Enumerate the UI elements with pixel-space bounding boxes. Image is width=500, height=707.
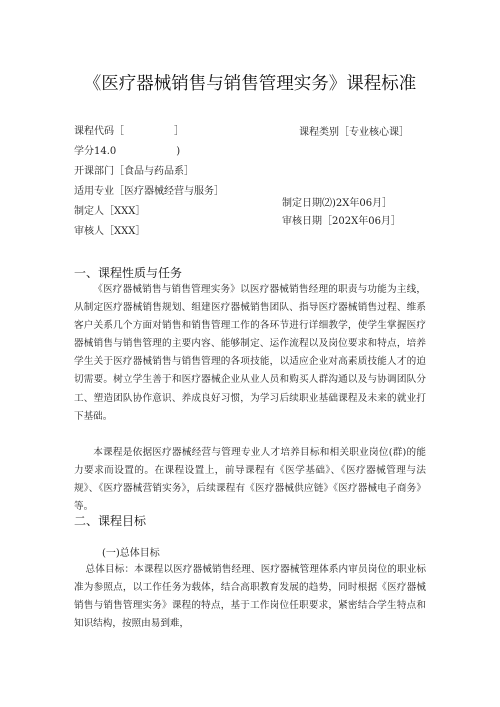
section-heading-goals: 二、课程目标 bbox=[74, 514, 147, 528]
course-credits: 学分14.0 ) bbox=[74, 146, 181, 157]
course-department: 开课部门［食品与药品系］ bbox=[74, 166, 194, 177]
course-author: 制定人［XXX］ bbox=[74, 206, 146, 217]
course-major: 适用专业［医疗器械经营与服务］ bbox=[74, 186, 224, 197]
course-code: 课程代码［ ］ bbox=[74, 126, 184, 137]
paragraph-overall-goal: 总体目标：本课程以医疗器械销售经理、医疗器械管理体系内审员岗位的职业标准为参照点，以工作任务为载体，结合高职教育发展的趋势，同时根据《医疗器械销售与销售管理实务》课程的特点，基于工作岗位任职要求，紧密结合学生特点和知识结构，按照由易到难， bbox=[74, 564, 426, 630]
subheading-overall-goal: (一)总体目标 bbox=[102, 548, 160, 559]
review-date: 审核日期［202X年06月］ bbox=[282, 216, 401, 227]
section-heading-nature: 一、课程性质与任务 bbox=[74, 266, 183, 280]
paragraph-nature-2: 本课程是依据医疗器械经营与管理专业人才培养目标和相关职业岗位(群)的能力要求而设置的。在课程设置上，前导课程有《医学基础》、《医疗器械管理与法规》、《医疗器械营销实务》，后续课程有《医疗器械供应链》《医疗器械电子商务》等。 bbox=[74, 447, 426, 513]
paragraph-nature-1: 《医疗器械销售与销售管理实务》以医疗器械销售经理的职责与功能为主线，从制定医疗器械销售规划、组建医疗器械销售团队、指导医疗器械销售过程、维系客户关系几个方面对销售和销售管理工作的各环节进行详细教学，使学生掌握医疗器械销售与销售管理的主要内容、能够制定、运作流程以及岗位要求和特点，培养学生关于医疗器械销售与销售管理的各项技能，以适应企业对高素质技能人才的迫切需要。树立学生善于和医疗器械企业从业人员和购买人群沟通以及与协调团队分工、塑造团队协作意识、养成良好习惯，为学习后续职业基础课程及未来的就业打下基础。 bbox=[74, 284, 426, 422]
document-title: 《医疗器械销售与销售管理实务》课程标准 bbox=[83, 74, 417, 94]
made-date: 制定日期⑵)2X年06月］ bbox=[282, 198, 393, 209]
course-category: 课程类别［专业核心课］ bbox=[299, 127, 409, 138]
course-reviewer: 审核人［XXX］ bbox=[74, 226, 146, 237]
